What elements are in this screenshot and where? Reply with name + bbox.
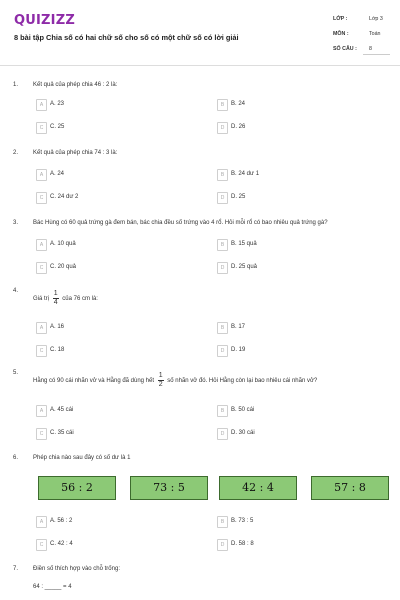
option-text: D. 58 : 8 <box>231 540 254 547</box>
option-text: A. 45 cái <box>50 406 74 413</box>
option-letter: D <box>217 122 228 134</box>
option-letter: C <box>36 192 47 204</box>
fraction <box>53 290 59 307</box>
division-card: 56 : 2 <box>38 476 116 500</box>
header-divider <box>0 65 400 66</box>
option-text: A. 56 : 2 <box>50 517 73 524</box>
question-text: Kết quả của phép chia 74 : 3 là: <box>33 150 118 156</box>
question-text-before: Giá trị <box>33 296 50 303</box>
meta-label: SỐ CÂU : <box>333 46 357 52</box>
option-letter: A <box>36 239 47 251</box>
option-text: C. 24 dư 2 <box>50 193 79 200</box>
question-number: 7. <box>13 566 19 572</box>
question-text: Bác Hùng có 60 quả trứng gà đem bán, bác chia đều số trứng vào 4 rổ. Hỏi mỗi rổ có bao nhiêu quả trứng gà? <box>33 220 328 226</box>
option-text: B. 50 cái <box>231 406 255 413</box>
question-number: 2. <box>13 150 19 156</box>
worksheet-title: 8 bài tập Chia số có hai chữ số cho số có một chữ số có lời giải <box>14 33 239 42</box>
option-letter: D <box>217 192 228 204</box>
fraction-numerator: 1 <box>158 372 163 379</box>
fraction-numerator: 1 <box>53 290 58 297</box>
question-text: Kết quả của phép chia 46 : 2 là: <box>33 82 118 88</box>
option-letter: D <box>217 262 228 274</box>
option-letter: C <box>36 428 47 440</box>
meta-class-row <box>333 16 387 31</box>
option-text: A. 24 <box>50 170 65 177</box>
option-text: B. 73 : 5 <box>231 517 254 524</box>
question-number: 5. <box>13 370 19 376</box>
meta-value: Lớp 3 <box>369 16 383 22</box>
option-text: A. 16 <box>50 323 65 330</box>
question-text: Điền số thích hợp vào chỗ trống: <box>33 566 120 572</box>
option-letter: A <box>36 405 47 417</box>
fraction <box>158 372 164 389</box>
question-text <box>33 372 317 389</box>
option-letter: A <box>36 322 47 334</box>
option-text: A. 10 quả <box>50 240 76 247</box>
meta-count-row <box>333 46 387 61</box>
option-text: A. 23 <box>50 100 65 107</box>
option-letter: B <box>217 99 228 111</box>
option-letter: D <box>217 345 228 357</box>
option-text: D. 25 <box>231 193 246 200</box>
division-card: 73 : 5 <box>130 476 208 500</box>
division-card: 42 : 4 <box>219 476 297 500</box>
option-text: D. 25 quả <box>231 263 258 270</box>
division-card: 57 : 8 <box>311 476 389 500</box>
option-text: C. 25 <box>50 123 65 130</box>
question-number: 1. <box>13 82 19 88</box>
fraction-denominator: 2 <box>158 381 163 388</box>
meta-subject-row <box>333 31 387 46</box>
question-text: Phép chia nào sau đây có số dư là 1 <box>33 455 131 461</box>
option-letter: B <box>217 239 228 251</box>
meta-underline <box>363 54 390 55</box>
option-text: D. 26 <box>231 123 246 130</box>
option-letter: A <box>36 169 47 181</box>
fraction-denominator: 4 <box>53 299 58 306</box>
question-number: 3. <box>13 220 19 226</box>
option-letter: A <box>36 99 47 111</box>
option-text: C. 20 quả <box>50 263 77 270</box>
option-letter: D <box>217 428 228 440</box>
quizizz-logo: QUIZIZZ <box>14 13 75 28</box>
option-text: B. 24 <box>231 100 246 107</box>
meta-value: Toán <box>369 31 381 37</box>
option-text: C. 42 : 4 <box>50 540 73 547</box>
option-letter: C <box>36 122 47 134</box>
meta-label: MÔN : <box>333 31 349 37</box>
option-letter: B <box>217 169 228 181</box>
option-text: B. 17 <box>231 323 246 330</box>
meta-label: LỚP : <box>333 16 348 22</box>
question-number: 4. <box>13 288 19 294</box>
question-text-after: của 76 cm là: <box>62 296 98 303</box>
option-letter: B <box>217 322 228 334</box>
option-letter: C <box>36 539 47 551</box>
option-text: C. 18 <box>50 346 65 353</box>
question-text-before: Hằng có 90 cái nhãn vở và Hằng đã dùng hết <box>33 378 155 385</box>
fill-in-blank[interactable]: 64 : _____ = 4 <box>33 584 72 590</box>
option-letter: B <box>217 516 228 528</box>
question-number: 6. <box>13 455 19 461</box>
option-text: D. 19 <box>231 346 246 353</box>
option-letter: B <box>217 405 228 417</box>
option-text: C. 35 cái <box>50 429 74 436</box>
question-text <box>33 290 98 307</box>
meta-value: 8 <box>369 46 372 52</box>
option-letter: C <box>36 262 47 274</box>
option-letter: D <box>217 539 228 551</box>
option-letter: C <box>36 345 47 357</box>
option-letter: A <box>36 516 47 528</box>
question-text-after: số nhãn vở đó. Hỏi Hằng còn lại bao nhiêu cái nhãn vở? <box>167 378 318 385</box>
option-text: B. 15 quả <box>231 240 257 247</box>
worksheet-meta <box>333 16 387 61</box>
option-text: B. 24 dư 1 <box>231 170 260 177</box>
option-text: D. 30 cái <box>231 429 255 436</box>
